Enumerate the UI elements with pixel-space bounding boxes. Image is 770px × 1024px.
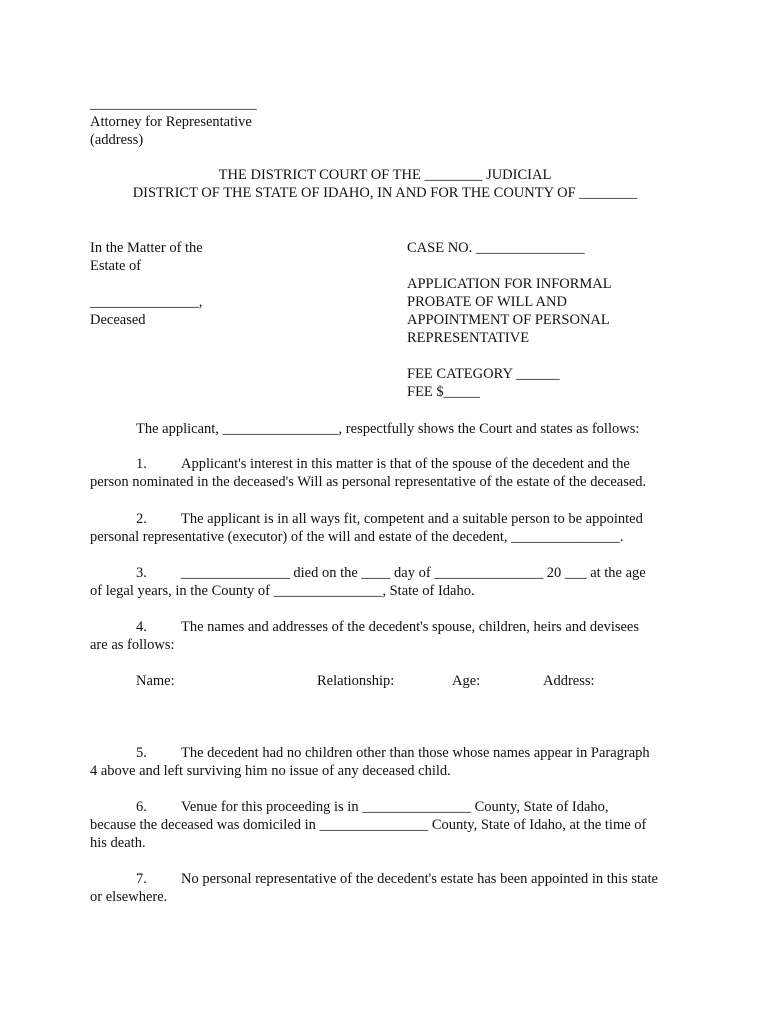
case-number: CASE NO. _______________ <box>407 240 585 256</box>
paragraph-4-first-line: The names and addresses of the decedent's spouse, children, heirs and devisees <box>181 619 640 635</box>
paragraph-3-number: 3. <box>136 565 147 581</box>
court-heading-line2: DISTRICT OF THE STATE OF IDAHO, IN AND FOR THE COUNTY OF ________ <box>132 185 638 201</box>
deceased-label: Deceased <box>90 312 146 328</box>
attorney-title: Attorney for Representative <box>90 114 252 130</box>
application-title-line2: PROBATE OF WILL AND <box>407 294 567 310</box>
paragraph-3-first-line: _______________ died on the ____ day of _______________ 20 ___ at the age <box>181 565 646 581</box>
paragraph-5-number: 5. <box>136 745 147 761</box>
paragraph-6-number: 6. <box>136 799 147 815</box>
column-header-address: Address: <box>543 673 595 689</box>
paragraph-3-line2: of legal years, in the County of _______________, State of Idaho. <box>90 583 475 599</box>
paragraph-6-line3: his death. <box>90 835 146 851</box>
application-title-line4: REPRESENTATIVE <box>407 330 530 346</box>
column-header-name: Name: <box>136 673 175 689</box>
fee-category: FEE CATEGORY ______ <box>407 366 560 382</box>
paragraph-7-first-line: No personal representative of the decedent's estate has been appointed in this state <box>181 871 658 887</box>
matter-line1: In the Matter of the <box>90 240 203 256</box>
paragraph-4-line2: are as follows: <box>90 637 175 653</box>
column-header-age: Age: <box>452 673 481 689</box>
paragraph-2-number: 2. <box>136 511 147 527</box>
paragraph-1-number: 1. <box>136 456 147 472</box>
paragraph-6-first-line: Venue for this proceeding is in _______________ County, State of Idaho, <box>181 799 609 815</box>
application-title-line1: APPLICATION FOR INFORMAL <box>407 276 612 292</box>
paragraph-5-line2: 4 above and left surviving him no issue of any deceased child. <box>90 763 451 779</box>
attorney-address: (address) <box>90 132 144 148</box>
paragraph-2-first-line: The applicant is in all ways fit, competent and a suitable person to be appointed <box>181 511 643 527</box>
paragraph-2-line2: personal representative (executor) of the will and estate of the decedent, _______________. <box>90 529 624 545</box>
matter-line2: Estate of <box>90 258 142 274</box>
paragraph-1-line2: person nominated in the deceased's Will as personal representative of the estate of the deceased. <box>90 474 647 490</box>
intro-statement: The applicant, ________________, respectfully shows the Court and states as follows: <box>136 421 640 437</box>
court-heading-line1: THE DISTRICT COURT OF THE ________ JUDICIAL <box>218 167 552 183</box>
paragraph-7-number: 7. <box>136 871 147 887</box>
paragraph-4-number: 4. <box>136 619 147 635</box>
paragraph-6-line2: because the deceased was domiciled in _______________ County, State of Idaho, at the time of <box>90 817 647 833</box>
attorney-signature-line: _______________________ <box>90 96 257 112</box>
paragraph-7-line2: or elsewhere. <box>90 889 168 905</box>
application-title-line3: APPOINTMENT OF PERSONAL <box>407 312 610 328</box>
decedent-name-blank: _______________, <box>90 294 203 310</box>
fee-amount: FEE $_____ <box>407 384 480 400</box>
paragraph-5-first-line: The decedent had no children other than those whose names appear in Paragraph <box>181 745 650 761</box>
column-header-relationship: Relationship: <box>317 673 395 689</box>
paragraph-1-first-line: Applicant's interest in this matter is that of the spouse of the decedent and the <box>181 456 630 472</box>
